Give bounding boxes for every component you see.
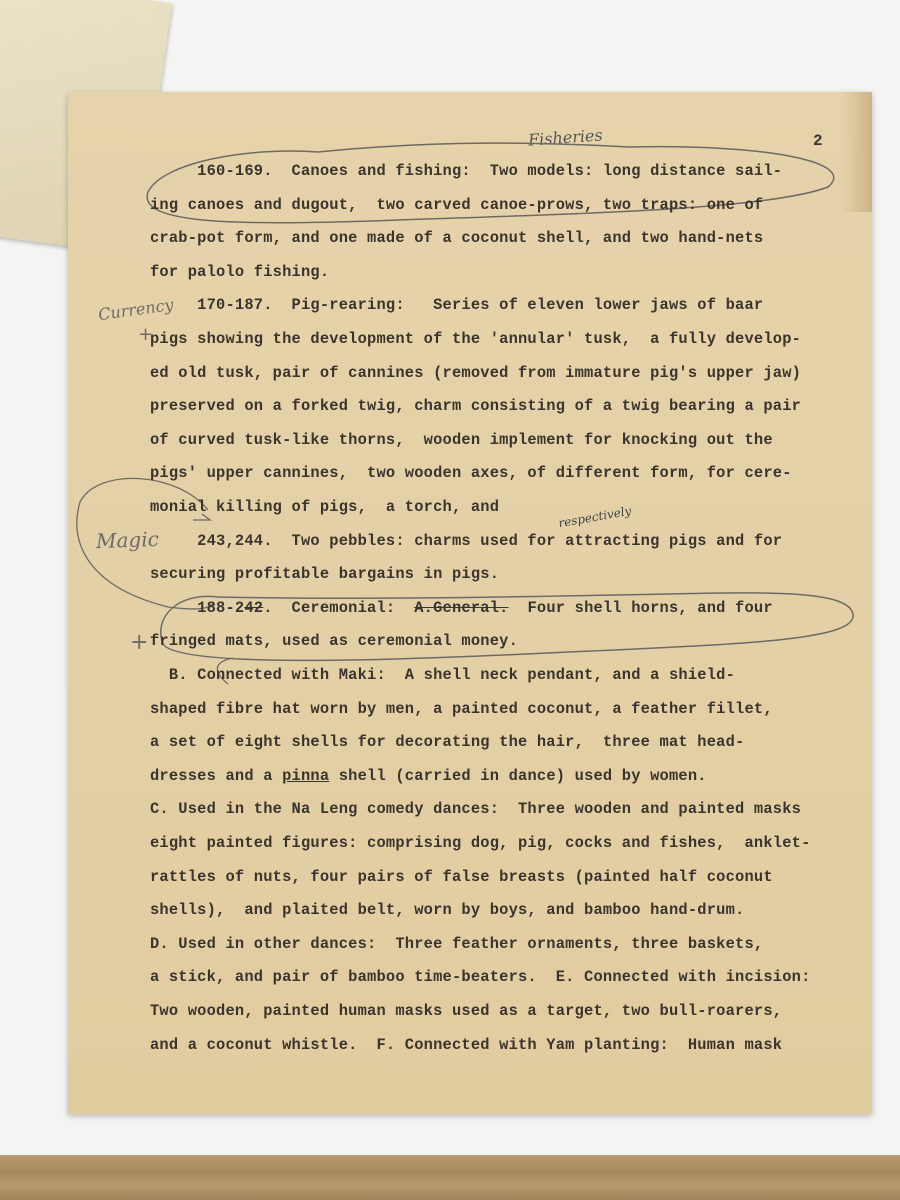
annotation-inline: respectively [557,503,633,531]
annotation-left-currency: Currency [97,294,175,325]
pencil-cross-mark: + [130,630,149,655]
text-line: 170-187. Pig-rearing: Series of eleven lower jaws of baar [150,296,764,315]
text-line [150,599,773,617]
text-line: ed old tusk, pair of cannines (removed from immature pig's upper jaw) [150,363,802,382]
text-line: pigs' upper cannines, two wooden axes, of different form, for cere- [150,464,792,483]
text-line: a stick, and pair of bamboo time-beaters. E. Connected with incision: [150,968,811,987]
annotation-top: Fisheries [527,125,604,150]
table-edge [0,1155,900,1200]
text-line: for palolo fishing. [150,262,330,281]
annotation-left-magic: Magic [95,526,160,554]
text-line: 160-169. Canoes and fishing: Two models: long distance sail- [150,162,783,180]
text-line: C. Used in the Na Leng comedy dances: Three wooden and painted masks [150,800,802,819]
text-line: eight painted figures: comprising dog, pig, cocks and fishes, anklet- [150,834,811,852]
text-line: monial killing of pigs, a torch, and [150,498,500,516]
text-segment: 188-2 [150,598,245,617]
page-number: 2 [813,132,823,150]
text-line: fringed mats, used as ceremonial money. [150,632,518,651]
text-segment: Four shell horns, and four [508,598,773,617]
text-line: shells), and plaited belt, worn by boys, and bamboo hand-drum. [150,901,745,920]
text-segment: shell (carried in dance) used by women. [329,766,707,785]
text-line: crab-pot form, and one made of a coconut shell, and two hand-nets [150,229,764,248]
text-line: 243,244. Two pebbles: charms used for attracting pigs and for [150,531,783,550]
text-line: pigs showing the development of the 'annular' tusk, a fully develop- [150,330,802,348]
text-line: Two wooden, painted human masks used as a target, two bull-roarers, [150,1002,783,1020]
pencil-cross-mark: + [138,324,154,345]
text-segment: pinna [282,766,330,785]
text-line: shaped fibre hat worn by men, a painted coconut, a feather fillet, [150,699,773,718]
text-segment: A.General. [414,598,509,617]
text-line [150,767,707,785]
text-line: B. Connected with Maki: A shell neck pendant, and a shield- [150,666,736,684]
text-line: D. Used in other dances: Three feather ornaments, three baskets, [150,934,764,953]
text-line: preserved on a forked twig, charm consisting of a twig bearing a pair [150,397,802,416]
text-line: a set of eight shells for decorating the hair, three mat head- [150,733,745,752]
text-line: ing canoes and dugout, two carved canoe-prows, two traps: one of [150,195,764,214]
text-line: rattles of nuts, four pairs of false breasts (painted half coconut [150,867,773,886]
text-line: of curved tusk-like thorns, wooden implement for knocking out the [150,430,773,449]
text-segment: dresses and a [150,766,283,785]
typewritten-page [68,92,872,1114]
text-line: and a coconut whistle. F. Connected with Yam planting: Human mask [150,1035,783,1054]
text-line: securing profitable bargains in pigs. [150,565,500,584]
text-segment: 42 [244,598,264,617]
text-segment: . Ceremonial: [263,598,415,617]
